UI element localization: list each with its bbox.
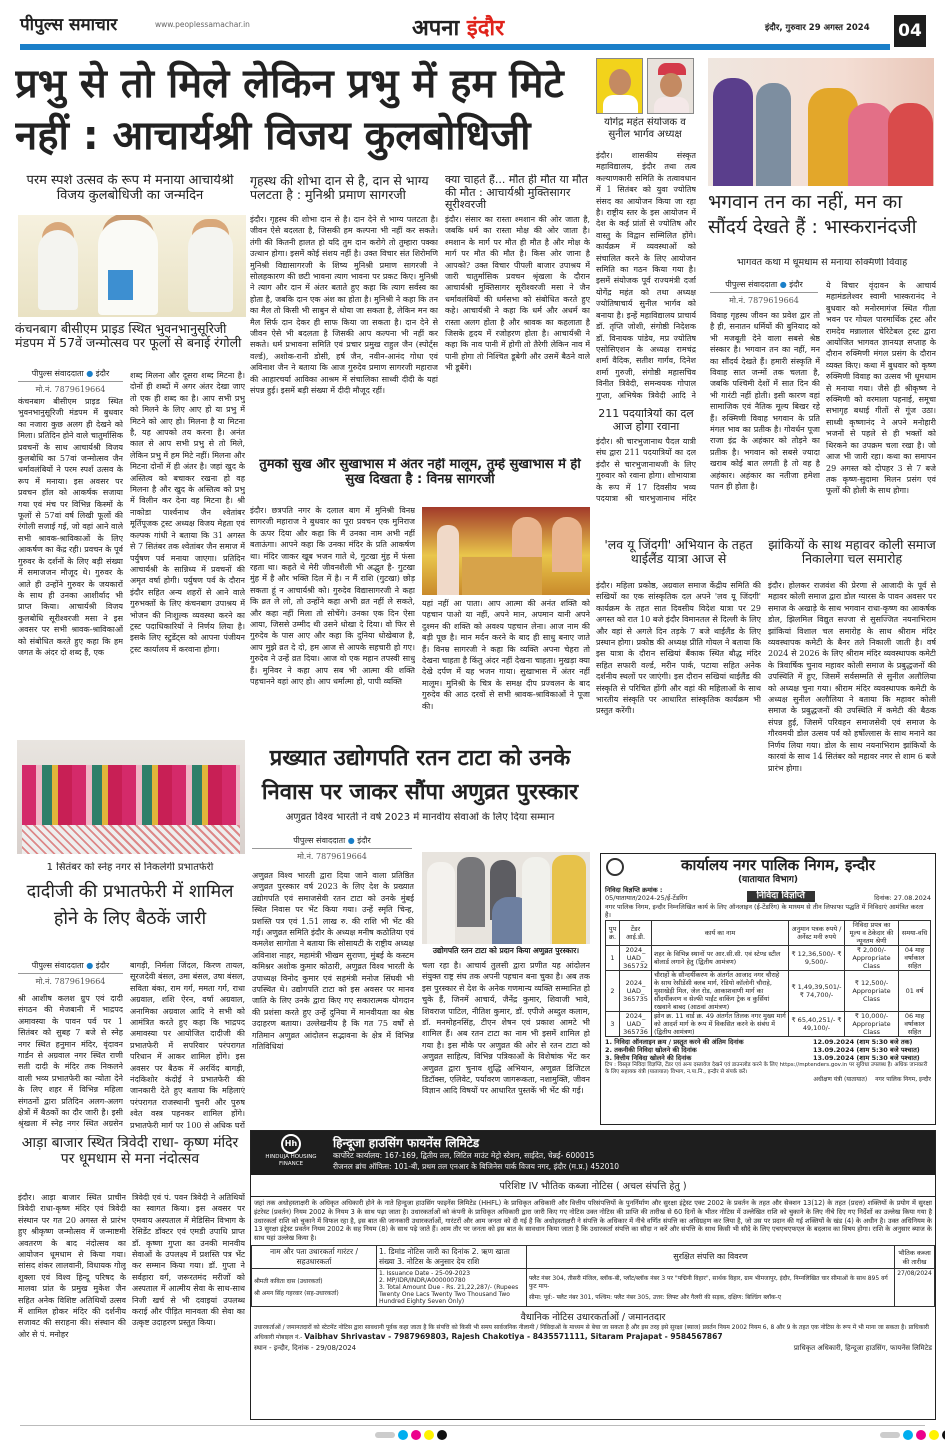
hinduja-logo-icon: Hh — [281, 1134, 301, 1154]
table-row — [606, 946, 931, 971]
byline-name: पीपुल्स संवाददाता — [293, 836, 346, 845]
hinduja-corporate: कार्पोरेट कार्यालय: 167-169, द्वितीय तल, लिटिल माउंट मेट्रो स्टेशन, साईदेत, चेन्नई- 600015 — [333, 1151, 595, 1160]
authority: प्राधिकृत अधिकारी, हिन्दूजा हाउसिंग, फायनेंस लिमिटेड — [793, 1343, 932, 1352]
tata-byline: पीपुल्स संवाददाता ● इंदौर मो.नं. 7879619664 — [252, 835, 412, 862]
padyatra-headline: 211 पदयात्रियों का दल आज होगा रवाना — [598, 408, 694, 433]
byline-city: इंदौर — [95, 369, 110, 378]
maut-headline: क्या चाहते हैं... मौत ही मौत या मौत की मौत : आचार्यश्री मुक्तिसागर सूरीश्वरजी — [445, 174, 588, 212]
lead-byline: पीपुल्स संवाददाता ● इंदौर मो.नं. 7879619664 — [18, 368, 123, 395]
date-value: 13.09.2024 (शाम 5:30 बजे पश्चात) — [813, 1054, 920, 1062]
page-number: 04 — [894, 15, 926, 47]
prabhatferi-body-col1: श्री आशीष कलश ग्रुप एवं दादी संगठन की मेजबानी में भाद्रपद अमावस्या के पावन पर्व पर 1 सितंबर को सुबह 7 बजे से स्नेह नगर स्थित हनुमान मंदिर, वृंदावन गार्डन से अग्रवाल नगर स्थित राणी सती दादी के मंदिर तक निकलने वाली भव्य प्रभातफेरी का न्योता देने के लिए शहर में विभिन्न महिला संगठनों द्वारा प्रतिदिन अलग-अलग क्षेत्रों में बैठकों का दौर जारी है। इसी श्रृंखला में स्नेह नगर स्थित अग्रसेन — [18, 994, 123, 1129]
byline-phone: मो.नं. 7879619664 — [35, 977, 106, 986]
col-header: 1. डिमांड नोटिस जारी का दिनांक 2. ऋण खाता संख्या 3. नोटिस के अनुसार देय राशि — [377, 1245, 527, 1268]
date: इंदौर, गुरुवार 29 अगस्त 2024 — [765, 23, 870, 33]
col-header: समया-वधि — [899, 921, 931, 946]
col-header: निविदा प्रपत्र का मूल्य व ठेकेदार की न्यूनतम श्रेणी — [845, 921, 899, 946]
tata-photo — [422, 852, 590, 944]
bhagwan-byline: पीपुल्स संवाददाता ● इंदौर मो.नं. 7879619664 — [710, 279, 818, 306]
byline-city: इंदौर — [789, 280, 803, 289]
bounds: सीमा: पूर्व:- फ्लैट नंबर 301, पश्चिम: फ्लैट नंबर 305, उत्तर: लिफ्ट और गैलरी की सड़क, दक्षिण: बिल्डिंग ब्लॉक-ए — [529, 1293, 782, 1301]
prabhatferi-headline: दादीजी की प्रभातफेरी में शामिल होने के लिए बैठकें जारी — [26, 881, 234, 929]
cell: ₹ 65,40,251/- ₹ 49,100/- — [789, 1012, 845, 1037]
co-borrower: श्री अमन सिंह गहरवार (सह-उधारकर्ता) — [254, 1290, 339, 1298]
logo[interactable]: पीपुल्स समाचार — [20, 15, 118, 35]
property: फ्लैट नंबर 304, तीसरी मंजिल, ब्लॉक-बी, प्लॉट/ब्लॉक नंबर 3 पर "पद्मिनी विहार", सार्थक विहार, ग्राम भीमजापुर, इंदौर, निम्नलिखित चार सीमाओं के साथ 895 वर्ग फुट माप- — [529, 1274, 888, 1290]
cell: 3 — [606, 1012, 620, 1037]
daan-headline: गृहस्थ की शोभा दान से है, दान से भाग्य पलटता है : मुनिश्री प्रमाण सागरजी — [250, 174, 429, 203]
bhagwan-photo — [708, 58, 934, 186]
amount-due: 3. Total Amount Due - Rs. 21,22,287/- (Rupees Twenty One Lacs Twenty Two Thousand Two Hundred Eighty Seven Only) — [379, 1283, 519, 1305]
cell: 2 — [606, 971, 620, 1012]
hinduja-regional: रीजनल ब्रांच ऑफिस: 101-बी, प्रथम तल एनआर के बिजिनेस पार्क विजय नगर, इंदौर (म.प्र.) 452010 — [333, 1162, 619, 1171]
notice-title: परिशिष्ट IV भौतिक कब्जा नोटिस ( अचल संपत्ति हेतु ) — [251, 1175, 935, 1197]
tata-body-col1: अणुव्रत विश्व भारती द्वारा दिया जाने वाला प्रतिष्ठित अणुव्रत पुरस्कार वर्ष 2023 के लिए देश के प्रख्यात उद्योगपति एवं समाजसेवी रतन टाटा को उनके मुंबई स्थित निवास पर भेंट किया गया। उन्हें स्मृति चिन्ह, प्रशस्ति पत्र एवं 1.51 लाख रु. की राशि भी भेंट की गई। अणुव्रत समिति इंदौर के अध्यक्ष मनीष कठोतिया एवं कमलेश सागोता ने बताया कि सोसायटी के राष्ट्रीय अध्यक्ष अविनाश नाहर, महामंत्री भीखम सुराणा, मुंबई के कस्टम कमिश्नर अशोक कुमार कोठारी, अणुव्रत विश्व भारती के उपाध्यक्ष विनोद कुमार एवं सहमंत्री मनोज सिंघवी भी उपस्थित थे। उद्योगपति टाटा को इस अवसर पर मानव जाति के लिए उनके द्वारा किए गए सकारात्मक योगदान की प्रशंसा करते हुए उन्हें दुनिया में मानवीयता का श्रेष्ठ उदाहरण बताया। उल्लेखनीय है कि गत 75 वर्षों से गतिमान अणुव्रत आंदोलन सद्भावना के क्षेत्र में विभिन्न गतिविधियां — [252, 871, 414, 1052]
date-label: 1. निविदा ऑनलाइन क्रय / प्रस्तुत करने की अंतिम दिनांक — [605, 1038, 744, 1046]
cell: ₹ 12,36,500/- ₹ 9,500/- — [789, 946, 845, 971]
loveyou-headline: 'लव यू जिंदगी' अभियान के तहत थाईलैंड यात्रा आज से — [604, 538, 753, 567]
vinamra-photo — [422, 507, 590, 595]
lead-photo — [18, 215, 246, 317]
cell: ₹ 10,000/- Appropriate Class — [845, 1012, 899, 1037]
vinamra-body-col2: यहां नहीं आ पाता। आप आत्मा की अनंत शक्ति को पहचान पाओ या नहीं, अपने मान, अपमान यानी अपने दुश्मन की शक्ति को अवश्य पहचान लेना। आज नाम की बड़ी पूछ है। मान मर्दन करने के बाद ही साधु बनाए जाते हैं। विनम्र सागरजी ने कहा कि व्यक्ति अपना चेहरा तो देखना चाहता है किंतु अंदर नहीं देखना चाहता। मुखड़ा क्या देखे दर्पण में यह भजन गाया। सुखाभास में अंतर नहीं मालूम। मुनिश्री के चित्र के समक्ष दीप प्रज्वलन के बाद गुरुदेव की आठ दरवों से सभी श्रावक-श्राविकाओं ने पूजा की। — [422, 599, 590, 711]
hinduja-ad — [250, 1130, 936, 1420]
hinduja-header — [251, 1131, 935, 1175]
lead-photo-headline: कंचनबाग बीसीएम प्राइड स्थित भुवनभानुसूरिजी मंडपम में 57वें जन्मोत्सव पर फूलों से बनाई रंगोली — [15, 322, 242, 351]
prabhatferi-body-col2: बागड़ी, निर्मला जिंदल, किरण तायल, सूरजदेवी बंसल, उमा बंसल, उषा बंसल, सविता बंका, राम गर्ग, ममता गर्ग, राधा अग्रवाल, शशि ऐरन, वर्षा अग्रवाल, अनामिका अग्रवाल आदि ने सभी को आमंत्रित करते हुए कहा कि भाद्रपद अमावस्या पर आयोजित दादीजी की प्रभातफेरी में सपरिवार परंपरागत परिधान में आकर शामिल होंगे। इस अवसर पर बैठक में अरविंद बागड़ी, नंदकिशोर कंदोई ने प्रभातफेरी की जानकारी देते हुए बताया कि महिलाएं परंपरागत राजस्थानी चुनरी और पुरुष श्वेत वस्त्र पहनकर शामिल होंगे। प्रभातफेरी मार्ग पर 100 से अधिक घरों — [130, 961, 245, 1130]
cell: 01 वर्ष — [899, 971, 931, 1012]
nandotsav-body-col2: त्रिवेदी एवं पं. पवन त्रिवेदी ने अतिथियों का स्वागत किया। इस अवसर पर एमवाय अस्पताल में मेडिसिन विभाग के रेसिडेंट डॉक्टर एवं एमडी उपाधि प्राप्त डॉ. कृष्णा गुप्ता का उनकी मानवीय सेवाओं के उपलक्ष्य में प्रशस्ति पत्र भेंट कर सम्मान किया गया। डॉ. गुप्ता ने सर्वहारा वर्ग, जरूरतमंद मरीजों को अस्पताल में आत्मीय सेवा के साथ-साथ निजी खर्च से भी दवाइयां उपलब्ध कराई और पीड़ित मानवता की सेवा का उत्कृष्ट उदाहरण प्रस्तुत किया। — [132, 1193, 245, 1328]
nandotsav-body-col1: इंदौर। आड़ा बाजार स्थित प्राचीन त्रिवेदी राधा-कृष्ण मंदिर एवं त्रिवेदी संस्थान पर गत 20 अगस्त से प्रारंभ हुए श्रीकृष्ण जन्मोत्सव में जन्माष्टमी अवतरण के बाद नंदोत्सव का आयोजन धूमधाम से किया गया। सांसद शंकर लालवानी, विधायक गोलू शुक्ला एवं विश्व हिन्दू परिषद के मालवा प्रांत के प्रमुख मुकेश जैन सहित अनेक विशिष्ट अतिथियों उत्सव में शामिल होकर मंदिर की दर्शनीय सजावट की सराहना की। संस्थान की ओर से पं. मनोहर — [18, 1193, 126, 1339]
hinduja-name: हिन्दूजा हाउसिंग फायनेंस लिमिटेड — [333, 1136, 480, 1150]
portrait-yogendra — [596, 58, 643, 114]
lead-body-col1: कंचनबाग बीसीएम प्राइड स्थित भुवनभानुसूरिजी मंडपम में बुधवार का नजारा कुछ अलग ही देखने को मिला। प्रतिदिन होने वाले चातुर्मासिक प्रवचनों के साथ आचार्यश्री विजय कुलबोधि का 57वां जन्मोत्सव जैन धर्मावलंबियों ने परम स्पर्श उत्सव के रूप में मनाया। इस अवसर पर प्रवचन हॉल को आकर्षक सजाया गया एवं मंच पर विभिन्न किस्मों के फूलों से 57वां वर्ष लिखी फूलों की रंगोली सजाई गई, जो वहां आने वाले सभी श्रावक-श्राविकाओं के लिए आकर्षण का केंद्र रही। प्रवचन के पूर्व गुरुवर के दर्शनों के लिए बड़ी संख्या में समाजजन मौजूद थे। गुरुवर के आते ही उन्होंने गुरुवर के जयकारों के साथ ही उनका आशीर्वाद भी प्राप्त किया। आचार्यश्री विजय कुलबोधि सूरीश्वरजी मसा ने इस अवसर पर सभी श्रावक-श्राविकाओं को संबोधित करते हुए कहा कि हम जगत के अंदर दो शब्द हैं, एक — [18, 397, 123, 657]
lead-body-col2: शब्द मिलना और दूसरा शब्द मिटना है। दोनों ही शब्दों में अगर अंतर देखा जाए तो एक ही शब्द का है। आप सभी प्रभु को मिलने के लिए आए हो या प्रभु में मिटने को आए हो। मिलना है या मिटना है, यह आपको तय करना है। अनंत काल से आप सभी प्रभु से तो मिले, लेकिन प्रभु में हम मिटे नहीं। मिलना और मिटना दोनों में ही अंतर है। जहां खुद के अस्तित्व को बचाकर रखना हो वह मिलना है और खुद के अस्तित्व को प्रभु में विलीन कर देना वह मिटना है। श्री नाकोडा पार्श्वनाथ जैन श्वेतांबर मूर्तिपूजक ट्रस्ट अध्यक्ष विजय मेहता एवं कल्पक गांधी ने बताया कि 31 अगस्त से 7 सितंबर तक श्वेतांबर जैन समाज में पर्युषण पर्व मनाया जाएगा। प्रतिदिन आचार्यश्री के सान्निध्य में प्रवचनों की अमृत वर्षा होगी। पर्युषण पर्व के दौरान इंदौर सहित अन्य शहरों से आने वाले गुरुभक्तों के लिए कंचनबाग उपाश्रय में भोजन की निःशुल्क व्यवस्था करने का ट्रस्ट पदाधिकारियों ने निर्णय लिया है। इसके लिए स्टुडेंट्स को आपना पंजीयन ट्रस्ट कार्यालय में करवाना होगा। — [130, 371, 245, 654]
col-header: अनुमान पत्रक रुपये / अर्नेस्ट मनी रुपये — [789, 921, 845, 946]
jhanki-body: इंदौर। होलकर राजवंश की प्रेरणा से आजादी के पूर्व से महावर कोली समाज द्वारा डोल ग्यारस के पावन अवसर पर समाज के अखाड़े के साथ भगवान राधा-कृष्ण का आकर्षक डोल, झिलमिल विद्युत सज्जा से सुसज्जित नयनाभिराम झांकियां विशाल चल समारोह के साथ श्रीराम मंदिर व्यवस्थापक कमेटी के बैनर तले निकाली जाती है। वर्ष 2024 से 2026 के लिए श्रीराम मंदिर व्यवस्थापक कमेटी के त्रिवार्षिक चुनाव महावर कोली समाज के प्रबुद्धजनों की उपस्थिति में हुए, जिसमें सर्वसम्मति से सुनील अलौलिया को अध्यक्ष चुना गया। श्रीराम मंदिर व्यवस्थापक कमेटी के अध्यक्ष सुनील अलौलिया ने बताया कि महावर कोली समाज के प्रबुद्धजनों की उपस्थिति में कमेटी की बैठक संपन्न हुई, जिसमें परिवहन समाजसेवी एवं समाज के गौरवमयी डोल उत्सव पर्व को हर्षोल्लास के साथ मनाने का निर्णय लिया गया। डोल के साथ नयनाभिराम झांकियों के कारवां के साथ 14 सितंबर को महावर नगर से शाम 6 बजे प्रारंभ होगा। — [768, 581, 936, 773]
tender-date: दिनांक: 27.08.2024 — [874, 894, 931, 902]
cell: ₹ 12,500/- Appropriate Class — [845, 971, 899, 1012]
byline-name: पीपुल्स संवाददाता — [31, 369, 84, 378]
tender-intro: नगर पालिक निगम, इन्दौर निम्नलिखित कार्य के लिए ऑनलाइन (ई-टेंडरिंग) के माध्यम से तीन लिफाफा पद्धति में निविदाएं आमंत्रित करता है। — [605, 903, 924, 919]
bhagwan-body-col2: ये विचार वृंदावन के आचार्य महामंडलेश्वर स्वामी भास्करानंद ने बुधवार को मनोरमागंज स्थित गीता भवन पर गोयल पारमार्थिक ट्रस्ट और रामदेव मन्नालाल चेरिटेबल ट्रस्ट द्वारा आयोजित भागवत ज्ञानयज्ञ सप्ताह के दौरान रुक्मिणी मंगल प्रसंग के दौरान व्यक्त किए। कथा में बुधवार को कृष्ण रुक्मिणी विवाह का उत्सव भी धूमधाम से मनाया गया। जैसे ही श्रीकृष्ण ने रुक्मिणी को वरमाला पहनाई, समूचा सभागृह बधाई गीतों से गूंज उठा। साध्वी कृष्णानंद ने अपने मनोहारी भजनों से पहले से ही भक्तों को थिरकने का उपक्रम चला रखा है। जो आज भी जारी रहा। कथा का समापन 29 अगस्त को दोपहर 3 से 7 बजे तक कृष्ण-सुदामा मिलन प्रसंग एवं फूलों की होली के साथ होगा। — [826, 281, 936, 496]
cell: 2024_ UAD_ 365736 — [620, 1012, 652, 1037]
registration-marks-left — [375, 1430, 447, 1440]
masthead — [0, 0, 945, 52]
section-title — [412, 12, 504, 42]
table-row — [252, 1268, 935, 1306]
tender-table — [605, 920, 931, 1037]
section-title-a: अपना — [412, 16, 460, 41]
tender-notice-no: 05/यातायात/2024-25/ई-टेंडरिंग — [605, 894, 688, 902]
lead-kicker: परम स्पर्श उत्सव के रूप में मनाया आचार्यश्री विजय कुलबोधिजी का जन्मदिन — [26, 174, 234, 203]
byline-city: इंदौर — [357, 836, 371, 845]
date-label: 3. वित्तीय निविदा खोलने की दिनांक — [605, 1054, 692, 1062]
padyatra-body: इंदौर। श्री चारभुजानाथ पैदल यात्री संघ द्वारा 211 पदयात्रियों का दल इंदौर से चारभुजानाथजी के लिए गुरुवार को रवाना होगा। शोभायात्रा के रूप में 17 दिवसीय भव्य पदयात्रा श्री चारभुजानाथ मंदिर — [596, 437, 696, 504]
cell: 06 माह वर्षाकाल सहित — [899, 1012, 931, 1037]
cell: 2024_ UAD_ 365732 — [620, 946, 652, 971]
table-row — [606, 1012, 931, 1037]
vinamra-headline: तुमको सुख और सुखाभास में अंतर नहीं मालूम, तुम्हें सुखाभास में ही सुख दिखता है : विनम्र सागरजी — [259, 458, 581, 487]
loan-account: 2. MP/IDR/INDR/A000000780 — [379, 1276, 466, 1284]
legal-body: उधारकर्ताओं / जमानतदारों को स्टेटमेंट नोटिस द्वारा सावधानी पूर्वक कहा जाता है कि संपत्ति को किसी भी समय सार्वजनिक नीलामी / निविदाओं के माध्यम से बेचा जा सकता है और इस तरह इसे सुरक्षा (ब्याज) प्रवर्तन नियम 2002 नियम 6, 8 और 9 के तहत एक नोटिस के रूप में भी माना जा सकता है। प्राधिकारी अधिकारी मोबाइल नं.- — [254, 1323, 929, 1341]
emblem-icon — [606, 858, 624, 876]
tender-notice-label: निविदा विज्ञप्ति क्रमांक : — [605, 886, 663, 894]
notice-body: जहां तक अधोहस्ताक्षरी के अधिकृत अधिकारी होने के नाते हिन्दुजा हाउसिंग फाइनेंस लिमिटेड (HHFL) के प्राधिकृत अधिकारी और वित्तीय परिसंपत्तियों के पुनर्निर्माण और सुरक्षा इंट्रेस्ट एक्ट 2002 के प्रवर्तन के तहत और सेक्शन 13(12) के तहत (प्रदत्त) शक्तियों के प्रयोग में सुरक्षा इंटरेस्ट (प्रवर्तन) नियम 2002 के नियम 3 के साथ पढ़ा जाता है। उधारकर्ताओं को कंपनी के प्राधिकृत अधिकारी द्वारा जारी किए गए नोटिस उक्त नोटिस की प्राप्ति की तारीख से 60 दिनों के भीतर नोटिस में उल्लेखित राशि को चुकाने के लिए नीचे दिए गए निर्देशों का उल्लेख किया गया है उधारकर्ता राशि को चुकाने में विफल रहा है, इस बात की जानकारी उधारकर्ताओं, गारंटरों और आम जनता को दी गई है कि अधोहस्ताक्षरी ने संपत्ति के अधिकार में नीचे वर्णित संपत्ति का अधिग्रहण कर लिया है, जो उस पर प्रदान की गई शक्तियों के खंड (4) के अधीन है। उक्त अधिनियम के 13 सुरक्षा इंट्रेस्ट प्रवर्तन नियम 2002 के सह नियम (8) के साथ पढ़े जाते हैं। आम तौर पर जनता को इस बात के सावधान किया जाता है कि उधारकर्ता संपत्ति का सौदा न करें और संपत्ति के साथ किसी भी सौदे के लिए एचएचएफएल के बदलाव का विषय होगा। राशि के अनुसार ब्याज के साथ यहां उल्लेख किया है। — [254, 1199, 932, 1243]
cell: झोन क्र. 11 वार्ड क्र. 49 अंतर्गत तिलक नगर मुख्य मार्ग को आदर्श मार्ग के रूप में विकसित करने के संबंध में (द्वितीय आमंत्रण) — [652, 1012, 789, 1037]
col-header: भौतिक कब्जा की तारीख — [895, 1245, 935, 1268]
cell: ₹ 2,000/- Appropriate Class — [845, 946, 899, 971]
tender-signatory: अधीक्षण यंत्री (यातायात) — [813, 1076, 868, 1083]
cell: चौराहों के सौन्दर्यीकरण के अंतर्गत आजाद नगर चौराहे के साथ रेसीडेंसी क्लब मार्ग, रेडियो कॉलोनी चौराहे, मुसाखेड़ी मिल, जेल रोड, आकाशवाणी मार्ग का सौंदर्यीकरण व सेल्फी पाईंट वाकिंग ट्रेक व कुर्सियां रखवाने बाबद (आठवां आमंत्रण) — [652, 971, 789, 1012]
portrait-sunil — [647, 58, 694, 114]
bhagwan-body-col1: विवाह गृहस्थ जीवन का प्रवेश द्वार तो है ही, सनातन धर्मियों की बुनियाद को भी मजबूती देने वाला सबसे श्रेष्ठ संस्कार है। भगवान तन का नहीं, मन का सौंदर्य देखते हैं। हमारी संस्कृति में विवाह सात जन्मों तक चलता है, जबकि पश्चिमी देशों में सात दिन की भी गारंटी नहीं होती। इसी कारण वहां सामाजिक एवं नैतिक मूल्य बिखर रहे हैं। रुक्मिणी विवाह भगवान के प्रति मंगल भाव का प्रतीक है। गोवर्धन पूजा राजा इंद्र के अहंकार को तोड़ने का प्रतीक है। भगवान को सबसे ज्यादा खराब कोई बात लगती है तो वह है अहंकार। अहंकार का नतीजा हमेशा पतन ही होता है। — [710, 311, 820, 492]
bottom-rule — [20, 1425, 925, 1426]
borrower: श्रीमती कविता दास (उधारकर्ता) — [254, 1278, 323, 1286]
tender-title: कार्यालय नगर पालिक निगम, इन्दौर — [681, 856, 875, 874]
tender-note: टिप : विस्तृत निविदा विज्ञप्ति, टेंडर एवं अन्य दस्तावेज देखने एवं डाउनलोड करने के लिए https://mptenders.gov.in पर सुविधा उपलब्ध है। अधिक जानकारी के लिए सहायक यंत्री (यातायात) विभाग, न.पा.नि., इन्दौर से संपर्क करें। — [605, 1062, 928, 1075]
bhagwan-headline: भगवान तन का नहीं, मन का सौंदर्य देखते हैं : भास्करानंदजी — [708, 191, 917, 238]
legal-title: वैधानिक नोटिस उधारकर्ताओं / जमानतदार — [520, 1311, 666, 1323]
maut-body: इंदौर। संसार का रास्ता श्मशान की ओर जाता है, जबकि धर्म का रास्ता मोक्ष की ओर जाता है। श्मशान के मार्ग पर मौत ही मौत है और मोक्ष के मार्ग पर मौत की मौत है। किस ओर जाना है आपको? उक्त विचार पीपली बाजार उपाश्रय में जारी चातुर्मासिक प्रवचन श्रृंखला के दौरान आचार्यश्री मुक्तिसागर सूरीश्वरजी मसा ने जैन धर्मावलंबियों की धर्मसभा को संबोधित करते हुए कहे। आचार्यश्री ने कहा कि धर्म और अधर्म का रास्ता अलग होता है और श्रावक का कहलाता है जिसके हृदय में रजोहरण होता है। आचार्यश्री ने कहा कि नाव पानी में होगी तो तैरेगी लेकिन नाव में पानी होगा तो निश्चित डूबेगी और उसमें बैठने वाले भी डूबेंगे। — [445, 215, 590, 373]
tender-dates — [605, 1038, 931, 1062]
tata-body-col2: चला रहा है। आचार्य तुलसी द्वारा प्रणीत यह आंदोलन संयुक्त राष्ट्र संघ तक अपनी पहचान बना चुका है। अब तक इस पुरस्कार से देश के अनेक गणमान्य व्यक्ति सम्मानित हो चुके हैं, जिनमें आचार्य, जैनेंद्र कुमार, शिवाजी भावे, शिवराज पाटिल, नीतिश कुमार, डॉ. एपीजे अब्दुल कलाम, डॉ. मनमोहनसिंह, टीएन शेषन एवं प्रकाश आमटे भी शामिल हैं। अब रतन टाटा का नाम भी इसमें शामिल हो गया है। इस मौके पर अणुव्रत की ओर से रतन टाटा को अणुव्रत साहित्य, विभिन्न पत्रिकाओं के विशेषांक भेंट कर अणुव्रत द्वारा चुनाव शुद्धि अभियान, अणुव्रत डिजिटल डिटॉक्स, एलिवेट, पर्यावरण जागरूकता, नशामुक्ति, जीवन विज्ञान आदि विषयों पर आधारित पुस्तकें भी भेंट की गई। — [422, 961, 590, 1096]
section-title-b: इंदौर — [466, 16, 505, 41]
yogendra-body: इंदौर। शासकीय संस्कृत महाविद्यालय, इंदौर तथा तत्व कल्याणकारी समिति के तत्वावधान में 1 सितंबर को युवा ज्योतिष संसद का आयोजन किया जा रहा है। राष्ट्रीय स्तर के इस आयोजन में देश के कई प्रांतों से ज्योतिष और वास्तु के विद्वान सम्मिलित होंगे। कार्यक्रम में व्यवस्थाओं को संचालित करने के लिए आयोजन समिति का गठन किया गया है। इसमें संयोजक पूर्व राज्यमंत्री दर्जा योगेंद्र महंत को तथा अध्यक्ष ज्योतिषाचार्य सुनील भार्गव को बनाया है। इन्हें महाविद्यालय प्राचार्य डॉ. तृप्ति जोशी, संगोष्ठी निदेशक डॉ. विनायक पांडेय, मप्र ज्योतिष एसोसिएशन के अध्यक्ष रामचंद्र शर्मा वैदिक, सतीश गार्गव, दिनेश शर्मा गुरुजी, संगोष्ठी महासचिव विनीत त्रिवेदी, समन्वयक गोपाल गुप्ता, अभिषेक त्रिवेदी आदि ने — [596, 151, 696, 400]
bhagwan-subhead: भागवत कथा में धूमधाम से मनाया रुक्मिणी विवाह — [736, 258, 908, 268]
cell — [527, 1268, 895, 1306]
legal-contacts: Vaibhav Shrivastav - 7987969803, Rajesh Chakotiya - 8435571111, Sitaram Prajapat - 9584567867 — [304, 1331, 723, 1341]
tender-badge: निविदा विज्ञप्ति — [747, 891, 815, 902]
col-header: कार्य का नाम — [652, 921, 789, 946]
cell: 1 — [606, 946, 620, 971]
byline-phone: मो.नं. 7879619664 — [297, 852, 367, 861]
prabhatferi-kicker: 1 सितंबर को स्नेह नगर से निकलेगी प्रभातफेरी — [46, 862, 214, 873]
cell — [252, 1268, 377, 1306]
tata-subhead: अणुव्रत विश्व भारती ने वर्ष 2023 में मानवीय सेवाओं के लिए दिया सम्मान — [285, 812, 555, 823]
hinduja-logo-text: HINDUJA HOUSING FINANCE — [265, 1154, 317, 1167]
byline-city: इंदौर — [95, 961, 110, 970]
cell: शहर के विभिन्न स्थानों पर आर.सी.सी. एवं स्टेण्ड स्टील बोलार्ड लगाने हेतु (द्वितीय आमंत्रण) — [652, 946, 789, 971]
tata-photo-caption: उद्योगपति रतन टाटा को प्रदान किया अणुव्रत पुरस्कार। — [432, 946, 580, 955]
jhanki-headline: झांकियों के साथ महावर कोली समाज निकालेगा चल समारोह — [768, 538, 936, 567]
date-value: 13.09.2024 (शाम 5:30 बजे पश्चात) — [813, 1046, 920, 1054]
vinamra-body-col1: इंदौर। छत्रपति नगर के दलाल बाग में मुनिश्री विनम्र सागरजी महाराज ने बुधवार का पूरा प्रवचन एक मुनिराज के ऊपर दिया और कहा कि मैं उनका नाम अभी नहीं बताऊंगा। आपने कहा कि उनका मंदिर के प्रति आकर्षण था। मंदिर जाकर खूब भजन गाते थे, गुटखा मुंह में फंसा रहता था। कहते थे मेरी जीवनशैली भी अद्भुत है- गुटखा मुंह में है और भक्ति दिल में है। न मैं राशि (गुटखा) छोड़ सकता हूं न आचार्यश्री को। गुरुदेव विद्यासागरजी ने कहा कि व्रत ले लो, तो उन्होंने कहा अभी व्रत नहीं ले सकते, और कहा नहीं मिला तो सोचेंगे। उनका एक दिन ऐसा आया, जिससे उम्मीद थी उसने धोखा दे दिया। वो फिर से गुरुदेव के पास आए और कहा कि दुनिया धोखेबाज है, आप मुझे व्रत दे दो, हम आज से आपके सहचारी हो गए। गुरुदेव ने उन्हें व्रत दिया। आज वो एक महान तपस्वी साधु हैं। मुनिवर ने कहा आप सब भी आत्मा की शक्ति पहचानने वहां आए हो। आप धर्मात्मा हो, पापी व्यक्ति — [250, 506, 415, 687]
col-header: नाम और पता उधारकर्ता गारंटर / सहउधारकर्ता — [252, 1245, 377, 1268]
col-header: पुप क्र. — [606, 921, 620, 946]
hinduja-table — [251, 1245, 935, 1307]
tender-dept: (यातायात विभाग) — [737, 875, 799, 885]
women-group-photo — [17, 740, 245, 854]
registration-marks-right — [880, 1430, 945, 1440]
lead-headline: प्रभु से तो मिले लेकिन प्रभु में हम मिटे नहीं : आचार्यश्री विजय कुलबोधिजी — [15, 61, 564, 159]
col-header: सुरक्षित संपत्ति का विवरण — [527, 1245, 895, 1268]
yogendra-caption: योगेंद्र महंत संयोजक व सुनील भार्गव अध्यक्ष — [604, 117, 686, 140]
hinduja-logo — [261, 1134, 321, 1168]
col-header: टेंडर आई.डी. — [620, 921, 652, 946]
issuance-date: 1. Issuance Date - 25-09-2023 — [379, 1269, 471, 1277]
tata-headline: प्रख्यात उद्योगपति रतन टाटा को उनके निवास पर जाकर सौंपा अणुव्रत पुरस्कार — [261, 746, 579, 805]
prabhatferi-byline: पीपुल्स संवाददाता ● इंदौर मो.नं. 7879619664 — [18, 960, 123, 987]
cell — [377, 1268, 527, 1306]
byline-name: पीपुल्स संवाददाता — [725, 280, 778, 289]
tender-signatory-org: नगर पालिक निगम, इन्दौर — [875, 1076, 931, 1083]
tender-ad — [600, 853, 936, 1125]
byline-name: पीपुल्स संवाददाता — [31, 961, 84, 970]
date-value: 12.09.2024 (शाम 5:30 बजे तक) — [813, 1038, 913, 1046]
byline-phone: मो.नं. 7879619664 — [729, 296, 799, 305]
masthead-rule — [20, 44, 890, 50]
table-row — [606, 971, 931, 1012]
date-label: 2. तकनीकी निविदा खोलने की दिनांक — [605, 1046, 697, 1054]
daan-body: इंदौर। गृहस्थ की शोभा दान से है। दान देने से भाग्य पलटता है। जीवन ऐसे बदलता है, जिसकी हम कल्पना भी नहीं कर सकते। तंगी की कितनी हालत हो यदि तुम दान करोगे तो तुम्हारा पक्का उत्थान होगा। इसमें कोई संशय नहीं है। उक्त विचार संत शिरोमणि मुनिश्री विद्यासागरजी के शिष्य मुनिश्री प्रमाण सागरजी ने सोलहकारण की छटी भावना त्याग भावना पर प्रकट किए। मुनिश्री ने त्याग और दान में अंतर बताते हुए कहा कि त्याग सर्वस्व का होता है, जबकि दान एक अंश का होता है। मुनिश्री ने कहा कि तन का मैल तो किसी भी साबुन से धोया जा सकता है, लेकिन मन का मैल सिर्फ दान देकर ही साफ किया जा सकता है। दान देने से जीवन ऐसे भी बदलता है जिसकी आप कल्पना भी नहीं कर सकते। धर्म प्रभावना समिति एवं प्रचार प्रमुख राहुल जैन (स्पोर्ट्स वर्ल्ड), अशोक-रानी डोसी, हर्ष जैन, नवीन-आनंद गोधा एवं अविनाश जैन ने बताया कि आज गुरुदेव प्रमाण सागरजी महाराज की आहारचर्या आविका आश्रम में संचालिका साध्वी दीदी के यहां संपन्न हुई। इसमें बड़ी संख्या में दीदी मौजूद रहीं। — [250, 215, 438, 396]
byline-phone: मो.नं. 7879619664 — [35, 385, 106, 394]
nandotsav-headline: आड़ा बाजार स्थित त्रिवेदी राधा- कृष्ण मंदिर पर धूमधाम से मना नंदोत्सव — [21, 1135, 239, 1168]
cell: ₹ 1,49,39,501/- ₹ 74,700/- — [789, 971, 845, 1012]
cell: 04 माह वर्षाकाल सहित — [899, 946, 931, 971]
loveyou-body: इंदौर। महिला प्रकोष्ठ, अग्रवाल समाज केंद्रीय समिति की सखियों का एक सांस्कृतिक दल अपने 'लव यू जिंदगी' कार्यक्रम के तहत सात दिवसीय विदेश यात्रा पर 29 अगस्त को रात 10 बजे इंदौर विमानतल से दिल्ली के लिए और वहां से अगले दिन तड़के 7 बजे थाईलैंड के लिए प्रस्थान होगा। प्रकोष्ठ की अध्यक्ष प्रीति गोयल ने बताया कि इस यात्रा के दौरान सखियां बैंकाक स्थित बौद्ध मंदिर सहित सफारी वर्ल्ड, मरीन पार्क, पटाया सहित अनेक दर्शनीय स्थलों पर जाएंगी। इस दौरान सखियां थाईलैंड की संस्कृति से परिचित होंगी और वहां की महिलाओं के साथ भारतीय संस्कृति पर आधारित सांस्कृतिक कार्यक्रम भी प्रस्तुत करेंगी। — [596, 581, 761, 716]
cell: 27/08/2024 — [895, 1268, 935, 1306]
cell: 2024_ UAD_ 365735 — [620, 971, 652, 1012]
website[interactable]: www.peoplessamachar.in — [155, 20, 250, 29]
place-date: स्थान - इन्दौर, दिनांक - 29/08/2024 — [254, 1343, 357, 1352]
